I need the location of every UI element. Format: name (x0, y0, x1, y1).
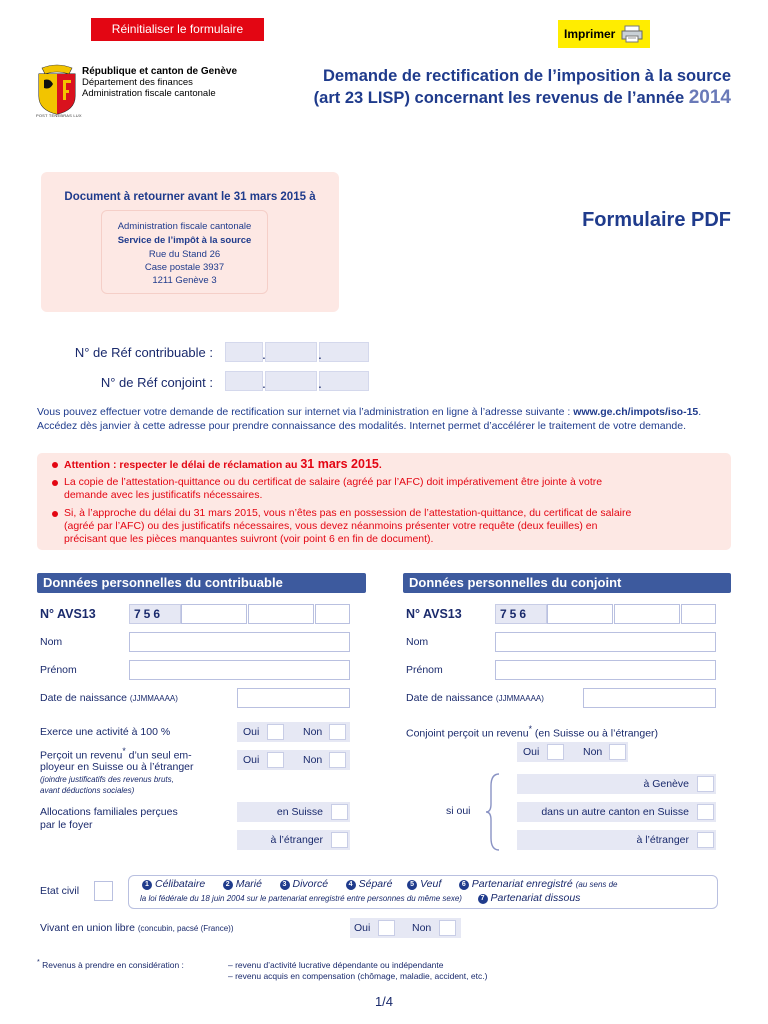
conjoint-etranger-choice (517, 830, 716, 850)
coat-motto: POST TENEBRAS LUX (36, 113, 82, 118)
num-badge: 6 (459, 880, 469, 890)
oui-label: Oui (523, 746, 540, 758)
ref-contribuable-label: N° de Réf contribuable : (74, 345, 213, 360)
brace-icon (484, 772, 502, 852)
revenu-text: Perçoit un revenu (40, 749, 123, 762)
revenu-star: * (122, 746, 126, 756)
naissance-format: (JJMMAAAA) (129, 694, 178, 703)
reset-form-button[interactable]: Réinitialiser le formulaire (91, 18, 264, 41)
avs-prefix: 756 (495, 604, 547, 624)
revenu-line: ployeur en Suisse ou à l’étranger (40, 761, 194, 773)
autre-canton-choice (517, 802, 716, 822)
nom-input[interactable] (129, 632, 350, 652)
alloc-etranger-choice (237, 830, 350, 850)
bullet-icon (52, 511, 58, 517)
footer-label (37, 958, 184, 970)
oui-checkbox[interactable] (378, 920, 395, 936)
prenom-label: Prénom (40, 664, 77, 676)
warn-date: 31 mars 2015 (300, 457, 379, 471)
bullet-icon (52, 480, 58, 486)
num-badge: 3 (280, 880, 290, 890)
printer-icon (621, 25, 643, 43)
section-conjoint-header: Données personnelles du conjoint (403, 573, 731, 593)
ref-cell[interactable] (265, 342, 317, 362)
ref-separator: . (318, 346, 322, 362)
naissance-label (40, 692, 178, 704)
en-suisse-label: en Suisse (276, 806, 323, 818)
option-divorce: Divorcé (292, 878, 329, 890)
conjoint-revenu-label (406, 724, 658, 740)
address-line: Case postale 3937 (144, 262, 225, 273)
document-title (271, 66, 731, 109)
avs-input[interactable] (181, 604, 247, 624)
info-text: Vous pouvez effectuer votre demande de rectification sur internet via l’administration en ligne à l’adresse suivante : (37, 406, 574, 418)
alloc-suisse-choice (237, 802, 350, 822)
warn-text: . (378, 459, 382, 471)
oui-label: Oui (243, 754, 260, 766)
etranger-checkbox[interactable] (697, 832, 714, 848)
ref-contribuable-field[interactable] (225, 342, 379, 362)
footer-text: Revenus à prendre en considération : (42, 959, 184, 970)
info-text: . (698, 406, 702, 418)
union-label (40, 922, 233, 934)
footer-line: – revenu d’activité lucrative dépendante ou indépendante (228, 960, 444, 970)
title-line2 (271, 87, 731, 109)
revenu-star: * (528, 724, 532, 734)
num-badge: 1 (142, 880, 152, 890)
nom-label: Nom (40, 636, 63, 648)
non-label: Non (412, 922, 432, 934)
ref-cell[interactable] (225, 371, 263, 391)
avs-prefix: 756 (129, 604, 181, 624)
autre-canton-checkbox[interactable] (697, 804, 714, 820)
alloc-line: par le foyer (40, 819, 93, 831)
en-suisse-checkbox[interactable] (331, 804, 348, 820)
option-dissous: Partenariat dissous (490, 892, 581, 904)
etranger-label: à l’étranger (270, 834, 323, 846)
org-dept: Département des finances (82, 77, 193, 88)
activite-choice (237, 722, 350, 742)
non-checkbox[interactable] (329, 752, 346, 768)
address-line: Service de l’impôt à la source (117, 235, 252, 246)
address-line: Administration fiscale cantonale (117, 221, 252, 232)
info-line2: Accédez dès janvier à cette adresse pour prendre connaissance des modalités. Internet permet d’accélérer le traitement de votre demande. (37, 420, 687, 432)
avs-input[interactable] (547, 604, 613, 624)
num-badge: 4 (346, 880, 356, 890)
oui-checkbox[interactable] (267, 752, 284, 768)
non-checkbox[interactable] (329, 724, 346, 740)
revenu-choice (237, 750, 350, 770)
title-line1: Demande de rectification de l’imposition à la source (322, 67, 731, 85)
alloc-line: Allocations familiales perçues (40, 806, 178, 818)
avs-label: N° AVS13 (40, 607, 96, 621)
ref-conjoint-label: N° de Réf conjoint : (100, 375, 213, 390)
naissance-text: Date de naissance (406, 692, 493, 704)
etat-options-line2 (140, 892, 715, 905)
warning-line: La copie de l’attestation-quittance ou du certificat de salaire (agréé par l’AFC) doit impérativement être jointe à votre (64, 476, 603, 488)
prenom-input[interactable] (129, 660, 350, 680)
etat-civil-input[interactable] (94, 881, 113, 901)
geneva-coat-of-arms-icon (36, 60, 78, 118)
ref-conjoint-field[interactable] (225, 371, 379, 391)
option-celibataire: Célibataire (155, 878, 206, 890)
avs-input[interactable] (614, 604, 680, 624)
naissance-input[interactable] (583, 688, 716, 708)
address-line: 1211 Genève 3 (152, 275, 217, 286)
org-title: République et canton de Genève (82, 66, 238, 77)
union-note: (concubin, pacsé (France)) (137, 924, 234, 933)
nom-input[interactable] (495, 632, 716, 652)
revenu-note: avant déductions sociales) (40, 786, 135, 795)
section-contribuable-header: Données personnelles du contribuable (37, 573, 366, 593)
option-separe: Séparé (358, 878, 393, 890)
activite-label: Exerce une activité à 100 % (40, 726, 171, 738)
avs-input[interactable] (315, 604, 350, 624)
geneve-checkbox[interactable] (697, 776, 714, 792)
title-line2-text: (art 23 LISP) concernant les revenus de l’année (313, 89, 685, 107)
revenu-line (40, 746, 194, 762)
partenariat-law: la loi fédérale du 18 juin 2004 sur le partenariat enregistré entre personnes du même sexe) (140, 894, 462, 903)
info-online (37, 405, 731, 419)
prenom-label: Prénom (406, 664, 443, 676)
non-label: Non (583, 746, 603, 758)
oui-label: Oui (243, 726, 260, 738)
num-badge: 2 (223, 880, 233, 890)
footer-line: – revenu acquis en compensation (chômage, maladie, accident, etc.) (228, 971, 488, 981)
revenu-text: Conjoint perçoit un revenu (406, 727, 529, 740)
autre-canton-label: dans un autre canton en Suisse (541, 806, 689, 818)
geneve-choice (517, 774, 716, 794)
oui-label: Oui (354, 922, 371, 934)
page-number: 1/4 (374, 994, 394, 1009)
ref-cell[interactable] (319, 371, 369, 391)
revenu-note: (joindre justificatifs des revenus bruts, (40, 774, 174, 784)
allocations-label (40, 806, 178, 832)
avs-label: N° AVS13 (406, 607, 462, 621)
warning-line: demande avec les justificatifs nécessaires. (64, 489, 263, 501)
si-oui-label: si oui (446, 805, 471, 817)
warning-line: (agréé par l’AFC) ou des justificatifs nécessaires, vous devez néanmoins présenter votre requête (deux feuilles) en (64, 520, 598, 532)
footer-star: * (37, 958, 40, 966)
prenom-input[interactable] (495, 660, 716, 680)
avs-input[interactable] (248, 604, 314, 624)
num-badge: 7 (478, 894, 488, 904)
naissance-text: Date de naissance (40, 692, 127, 704)
non-checkbox[interactable] (609, 744, 626, 760)
revenu-text: (en Suisse ou à l’étranger) (531, 727, 659, 740)
option-partenariat: Partenariat enregistré (471, 878, 573, 890)
non-label: Non (303, 754, 323, 766)
union-choice (350, 918, 461, 938)
warn-text: Attention : respecter le délai de réclamation au (64, 459, 301, 471)
union-text: Vivant en union libre (40, 922, 135, 934)
revenu-text: d’un seul em- (125, 749, 192, 762)
etat-options-line1 (142, 878, 717, 891)
partenariat-note: (au sens de (575, 880, 618, 889)
ref-separator: . (262, 346, 266, 362)
non-checkbox[interactable] (439, 920, 456, 936)
ref-cell[interactable] (319, 342, 369, 362)
nom-label: Nom (406, 636, 429, 648)
warning-line: Si, à l’approche du délai du 31 mars 2015, vous n’êtes pas en possession de l’attestation-quittance, du certificat de salaire (64, 507, 632, 519)
num-badge: 5 (407, 880, 417, 890)
oui-checkbox[interactable] (547, 744, 564, 760)
etranger-checkbox[interactable] (331, 832, 348, 848)
warning-deadline (64, 458, 728, 473)
geneve-label: à Genève (643, 778, 689, 790)
ref-cell[interactable] (265, 371, 317, 391)
bullet-icon (52, 462, 58, 468)
print-button[interactable] (558, 20, 650, 48)
conjoint-revenu-choice (517, 742, 628, 762)
option-marie: Marié (235, 878, 262, 890)
ref-separator: . (318, 375, 322, 391)
option-veuf: Veuf (420, 878, 442, 890)
address-line: Rue du Stand 26 (148, 249, 221, 260)
warning-line: précisant que les pièces manquantes suivront (voir point 6 en fin de document). (64, 533, 434, 545)
oui-checkbox[interactable] (267, 724, 284, 740)
non-label: Non (303, 726, 323, 738)
naissance-format: (JJMMAAAA) (495, 694, 544, 703)
ref-separator: . (262, 375, 266, 391)
org-admin: Administration fiscale cantonale (82, 88, 216, 99)
return-title: Document à retourner avant le 31 mars 2015 à (64, 191, 316, 203)
print-label: Imprimer (564, 27, 616, 41)
revenu-label (40, 746, 194, 797)
naissance-label (406, 692, 544, 704)
title-year: 2014 (688, 87, 731, 108)
etat-civil-label: Etat civil (40, 885, 80, 897)
form-type-label: Formulaire PDF (582, 209, 731, 231)
ref-cell[interactable] (225, 342, 263, 362)
avs-input[interactable] (681, 604, 716, 624)
info-link[interactable]: www.ge.ch/impots/iso-15 (573, 406, 699, 418)
naissance-input[interactable] (237, 688, 350, 708)
etranger-label: à l’étranger (636, 834, 689, 846)
